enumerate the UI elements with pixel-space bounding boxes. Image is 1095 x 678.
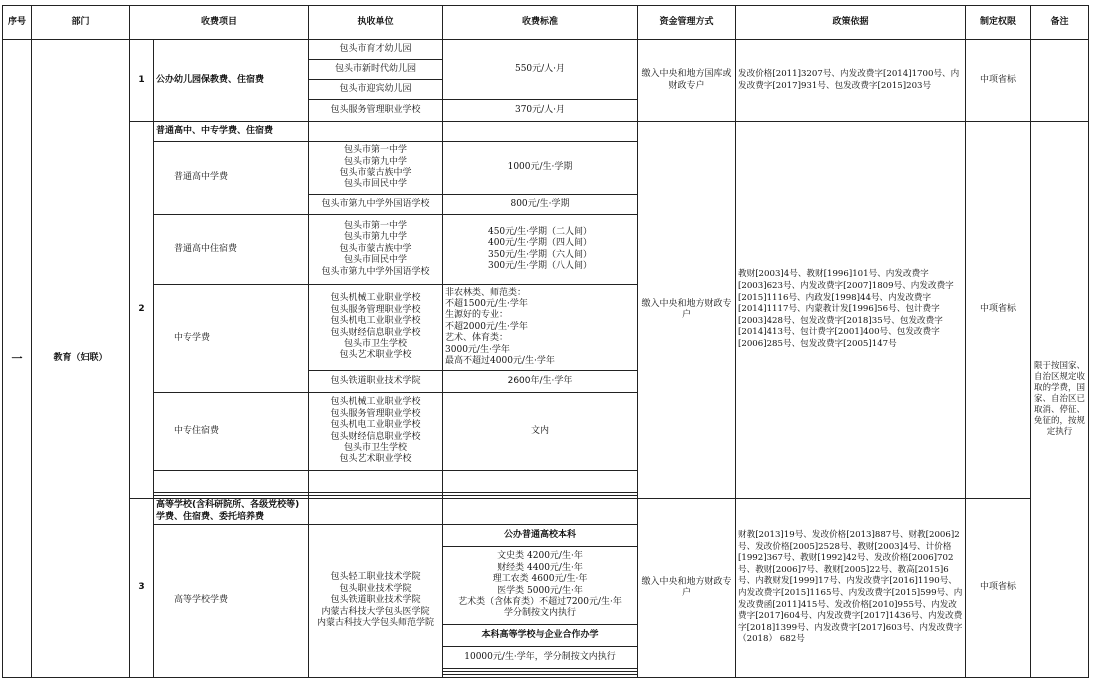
row-3-head: 高等学校(含科研院所、各级党校等)学费、住宿费、委托培养费	[154, 499, 309, 525]
row-1-standard-a: 550元/人·月	[443, 40, 638, 100]
header-item: 收费项目	[130, 6, 309, 40]
row-2-authority: 中项省标	[966, 122, 1031, 499]
row-1-standard-b: 370元/人·月	[443, 100, 638, 122]
row-2-policy: 教财[2003]4号、教财[1996]101号、内发改费字[2003]623号、内发改费字[2007]1809号、内发改费字[2015]1116号、内政发[1998]44号、内发改费字[2014]1117号、内蒙教计发[1996]56号、包计费字[2003]428号、包发改费字[2018]35号、包发改费字[2014]413号、包计费字[2001]400号、包发改费字[2006]285号、包发改费字[2005]147号	[736, 122, 966, 499]
row-2-num: 2	[130, 122, 154, 499]
row-1-unit-1: 包头市育才幼儿园	[309, 40, 443, 60]
header-authority: 制定权限	[966, 6, 1031, 40]
row-1-unit-2: 包头市新时代幼儿园	[309, 60, 443, 80]
row-2-head-standard	[443, 122, 638, 142]
row-3-head-standard	[443, 499, 638, 525]
header-standard: 收费标准	[443, 6, 638, 40]
row-3-standard-head-1: 公办普通高校本科	[443, 525, 638, 547]
row-2-spacer-item	[154, 471, 309, 493]
row-2-sub-1-standard-b: 800元/生·学期	[443, 195, 638, 215]
table-row	[3, 40, 1089, 60]
row-2-sub-3-units-a: 包头机械工业职业学校 包头服务管理职业学校 包头机电工业职业学校 包头财经信息职业学校 包头市卫生学校 包头艺术职业学校	[309, 285, 443, 371]
header-fund: 资金管理方式	[638, 6, 736, 40]
row-1-item: 公办幼儿园保教费、住宿费	[154, 40, 309, 122]
row-3-standard-last: 10000元/生·学年，学分制按文内执行	[443, 647, 638, 669]
row-2-sub-2-standard: 450元/生·学期（二人间） 400元/生·学期（四人间） 350元/生·学期（六人间） 300元/生·学期（八人间）	[443, 215, 638, 285]
group-dept: 教育（妇联）	[32, 40, 130, 678]
header-row	[3, 6, 1089, 40]
table-row	[3, 499, 1089, 525]
row-2-sub-1-standard-a: 1000元/生·学期	[443, 142, 638, 195]
row-3-authority: 中项省标	[966, 499, 1031, 678]
note-cell: 限于按国家、自治区规定收取的学费，国家、自治区已取消、停征、免征的，按规定执行	[1031, 122, 1089, 678]
row-3-standard-body: 文史类 4200元/生·年 财经类 4400元/生·年 理工农类 4600元/生·年 医学类 5000元/生·年 艺术类（含体育类）不超过7200元/生·年 学分制按文内执行	[443, 547, 638, 625]
fee-table	[2, 5, 1089, 678]
row-2-sub-1: 普通高中学费	[154, 142, 309, 215]
row-2-sub-3-units-b: 包头铁道职业技术学院	[309, 371, 443, 393]
row-2-sub-3: 中专学费	[154, 285, 309, 393]
row-2-sub-4-standard: 文内	[443, 393, 638, 471]
row-3-num: 3	[130, 499, 154, 678]
row-3-units: 包头轻工职业技术学院 包头职业技术学院 包头铁道职业技术学院 内蒙古科技大学包头医学院 内蒙古科技大学包头师范学院	[309, 525, 443, 678]
row-1-fund: 缴入中央和地方国库或财政专户	[638, 40, 736, 122]
row-3-sub: 高等学校学费	[154, 525, 309, 678]
row-3-head-unit	[309, 499, 443, 525]
group-seq: 一	[3, 40, 32, 678]
row-2-sub-1-units-b: 包头市第九中学外国语学校	[309, 195, 443, 215]
row-1-unit-3: 包头市迎宾幼儿园	[309, 80, 443, 100]
row-2-sub-2: 普通高中住宿费	[154, 215, 309, 285]
row-2-sub-3-standard-a: 非农林类、师范类： 不超1500元/生·学年 生源好的专业： 不超2000元/生·学年 艺术、体育类： 3000元/生·学年 最高不超过4000元/生·学年	[443, 285, 638, 371]
header-note: 备注	[1031, 6, 1089, 40]
row-1-unit-4: 包头服务管理职业学校	[309, 100, 443, 122]
header-unit: 执收单位	[309, 6, 443, 40]
row-1-num: 1	[130, 40, 154, 122]
row-2-sub-4-units: 包头机械工业职业学校 包头服务管理职业学校 包头机电工业职业学校 包头财经信息职业学校 包头市卫生学校 包头艺术职业学校	[309, 393, 443, 471]
row-2-head-unit	[309, 122, 443, 142]
row-2-spacer-standard	[443, 471, 638, 493]
row-2-fund: 缴入中央和地方财政专户	[638, 122, 736, 499]
row-3-spacer-3	[443, 675, 638, 678]
row-2-spacer-unit	[309, 471, 443, 493]
row-1-authority: 中项省标	[966, 40, 1031, 122]
row-2-sub-4: 中专住宿费	[154, 393, 309, 471]
row-2-sub-2-units: 包头市第一中学 包头市第九中学 包头市蒙古族中学 包头市回民中学 包头市第九中学外国语学校	[309, 215, 443, 285]
header-dept: 部门	[32, 6, 130, 40]
header-policy: 政策依据	[736, 6, 966, 40]
row-2-head: 普通高中、中专学费、住宿费	[154, 122, 309, 142]
header-seq: 序号	[3, 6, 32, 40]
row-2-sub-1-units-a: 包头市第一中学 包头市第九中学 包头市蒙古族中学 包头市回民中学	[309, 142, 443, 195]
row-1-policy: 发改价格[2011]3207号、内发改费字[2014]1700号、内发改费字[2017]931号、包发改费字[2015]203号	[736, 40, 966, 122]
row-1-note	[1031, 40, 1089, 122]
table-row	[3, 122, 1089, 142]
row-3-fund: 缴入中央和地方财政专户	[638, 499, 736, 678]
row-3-standard-head-2: 本科高等学校与企业合作办学	[443, 625, 638, 647]
row-2-sub-3-standard-b: 2600年/生·学年	[443, 371, 638, 393]
row-3-policy: 财教[2013]19号、发改价格[2013]887号、财教[2006]2号、发改价格[2005]2528号、教财[2003]4号、计价格[1992]367号、教财[1992]42号、发改价格[2006]702号、教财[2006]7号、教财[2005]22号、教高[2015]6号、内教财发[1999]17号、内发改费字[2016]1190号、内发改费字[2015]1165号、内发改费字[2015]599号、内发改费函[2011]415号、发改价格[2010]955号、内发改费字[2017]604号、内发改费字[2017]1436号、内发改费字[2018]1399号、内发改费字[2017]603号、内发改费字（2018） 682号	[736, 499, 966, 678]
